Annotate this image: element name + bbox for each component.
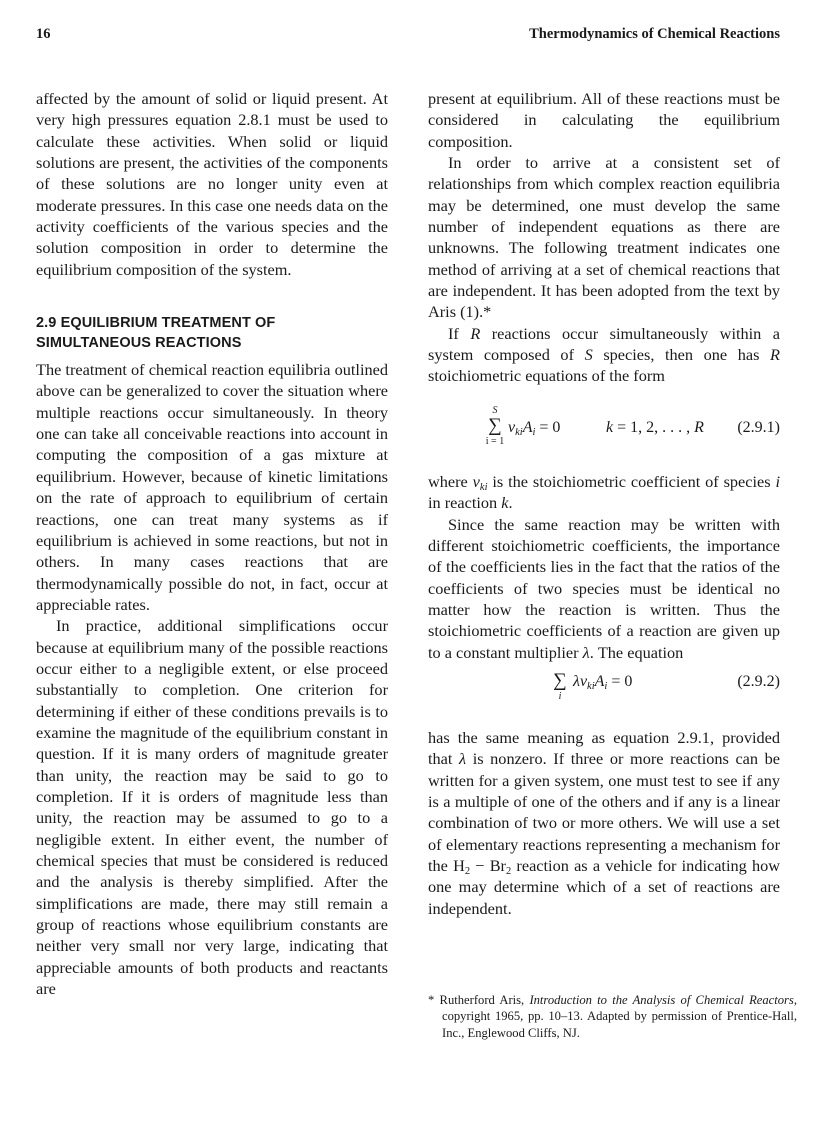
running-head xyxy=(36,26,780,46)
equation-2-9-1 xyxy=(428,401,780,471)
paragraph: In order to arrive at a consistent set of relationships from which complex reaction equilibria may be determined, one must develop the same number of independent equations as there are unknowns. The following treatment indicates one method of arriving at a set of chemical reactions that are independent. It has been adopted from the text by Aris (1).* xyxy=(428,153,780,322)
lower-limit: i = 1 xyxy=(485,435,505,447)
lower-limit: i xyxy=(558,690,562,702)
paragraph: The treatment of chemical reaction equilibria outlined above can be generalized to cover the situation where multiple reactions occur simultaneously. In theory one can take all conceivable reactions into account in computing the composition of a gas mixture at equilibrium. However, because of kinetic limitations on the rate of approach to equilibrium of certain reactions, one can treat many systems as if equilibrium is achieved in some reactions, but not in others. In many cases reactions that are thermodynamically possible do not, in fact, occur at appreciable rates. xyxy=(36,360,388,614)
section-heading-line: 2.9 EQUILIBRIUM TREATMENT OF xyxy=(36,315,276,332)
section-heading xyxy=(36,313,388,353)
paragraph: affected by the amount of solid or liquid present. At very high pressures equation 2.8.1 must be used to calculate these activities. When solid or liquid solutions are present, the activities of the components of these solutions are no longer unity even at moderate pressures. In this case one needs data on the activity coefficients of the various species and the solution composition in order to determine the equilibrium composition of the system. xyxy=(36,89,388,279)
paragraph: where $\nu_{ki}$ is the stoichiometric coefficient of species i in reaction k. xyxy=(428,471,780,513)
equation-expression: $\lambda\nu_{ki}A_i = 0$ xyxy=(573,672,633,692)
equation-2-9-2 xyxy=(428,663,780,727)
paragraph: has the same meaning as equation 2.9.1, provided that λ is nonzero. If three or more reactions can be written for a given system, one must test to see if any is a multiple of one of the others and if any is a linear combination of two or more others. We will use a set of elementary reactions representing a mechanism for the $H_2 - Br_2$ reaction as a vehicle for indicating how one may determine which of a set of reactions are independent. xyxy=(428,727,781,918)
page-number: 16 xyxy=(36,26,51,42)
paragraph: Since the same reaction may be written with different stoichiometric coefficients, the importance of the coefficients lies in the fact that the ratios of the coefficients of two species must be identical no matter how the reaction is written. Thus the stoichiometric coefficients of a reaction are given up to a constant multiplier λ. The equation xyxy=(428,514,780,662)
footnote: * Rutherford Aris, Introduction to the Analysis of Chemical Reactors, copyright 1965, pp. 10–13. Adapted by permission of Prentice-Hall, Inc., Englewood Cliffs, NJ. xyxy=(428,993,797,1040)
paragraph: If R reactions occur simultaneously within a system composed of S species, then one has R stoichiometric equations of the form xyxy=(428,323,780,386)
paragraph: In practice, additional simplifications occur because at equilibrium many of the possible reactions occur either to a negligible extent, or else proceed substantially to completion. One criterion for determining if either of these conditions prevails is to examine the magnitude of the equilibrium constant in question. If it is many orders of magnitude greater than unity, the reaction may be said to go to completion. If it is orders of magnitude less than unity, the reaction may be assumed to go to a negligible extent. In either event, the number of chemical species that must be considered is reduced and the analysis is thereby simplified. After the simplifications are made, there may still remain a group of reactions whose equilibrium constants are neither very small nor very large, indicating that appreciable amounts of both products and reactants are xyxy=(36,616,388,999)
equation-number: (2.9.1) xyxy=(737,418,780,436)
summation xyxy=(550,663,570,702)
equation-range: k = 1, 2, . . . , R xyxy=(606,418,704,436)
cited-title: Introduction to the Analysis of Chemical Reactors xyxy=(529,993,794,1007)
paragraph: present at equilibrium. All of these reactions must be considered in calculating the equilibrium composition. xyxy=(428,89,780,151)
equation-number: (2.9.2) xyxy=(737,672,780,690)
summation xyxy=(485,405,505,447)
left-column xyxy=(36,88,388,999)
right-column xyxy=(428,88,780,919)
footnote-marker: * xyxy=(428,993,440,1007)
upper-limit: S xyxy=(492,404,498,416)
equation-expression: $\nu_{ki}A_i = 0$ xyxy=(508,418,561,438)
sigma-symbol: ∑ xyxy=(553,669,567,691)
sigma-symbol: ∑ xyxy=(488,414,502,436)
running-title: Thermodynamics of Chemical Reactions xyxy=(529,26,780,42)
section-heading-line: SIMULTANEOUS REACTIONS xyxy=(36,335,242,352)
